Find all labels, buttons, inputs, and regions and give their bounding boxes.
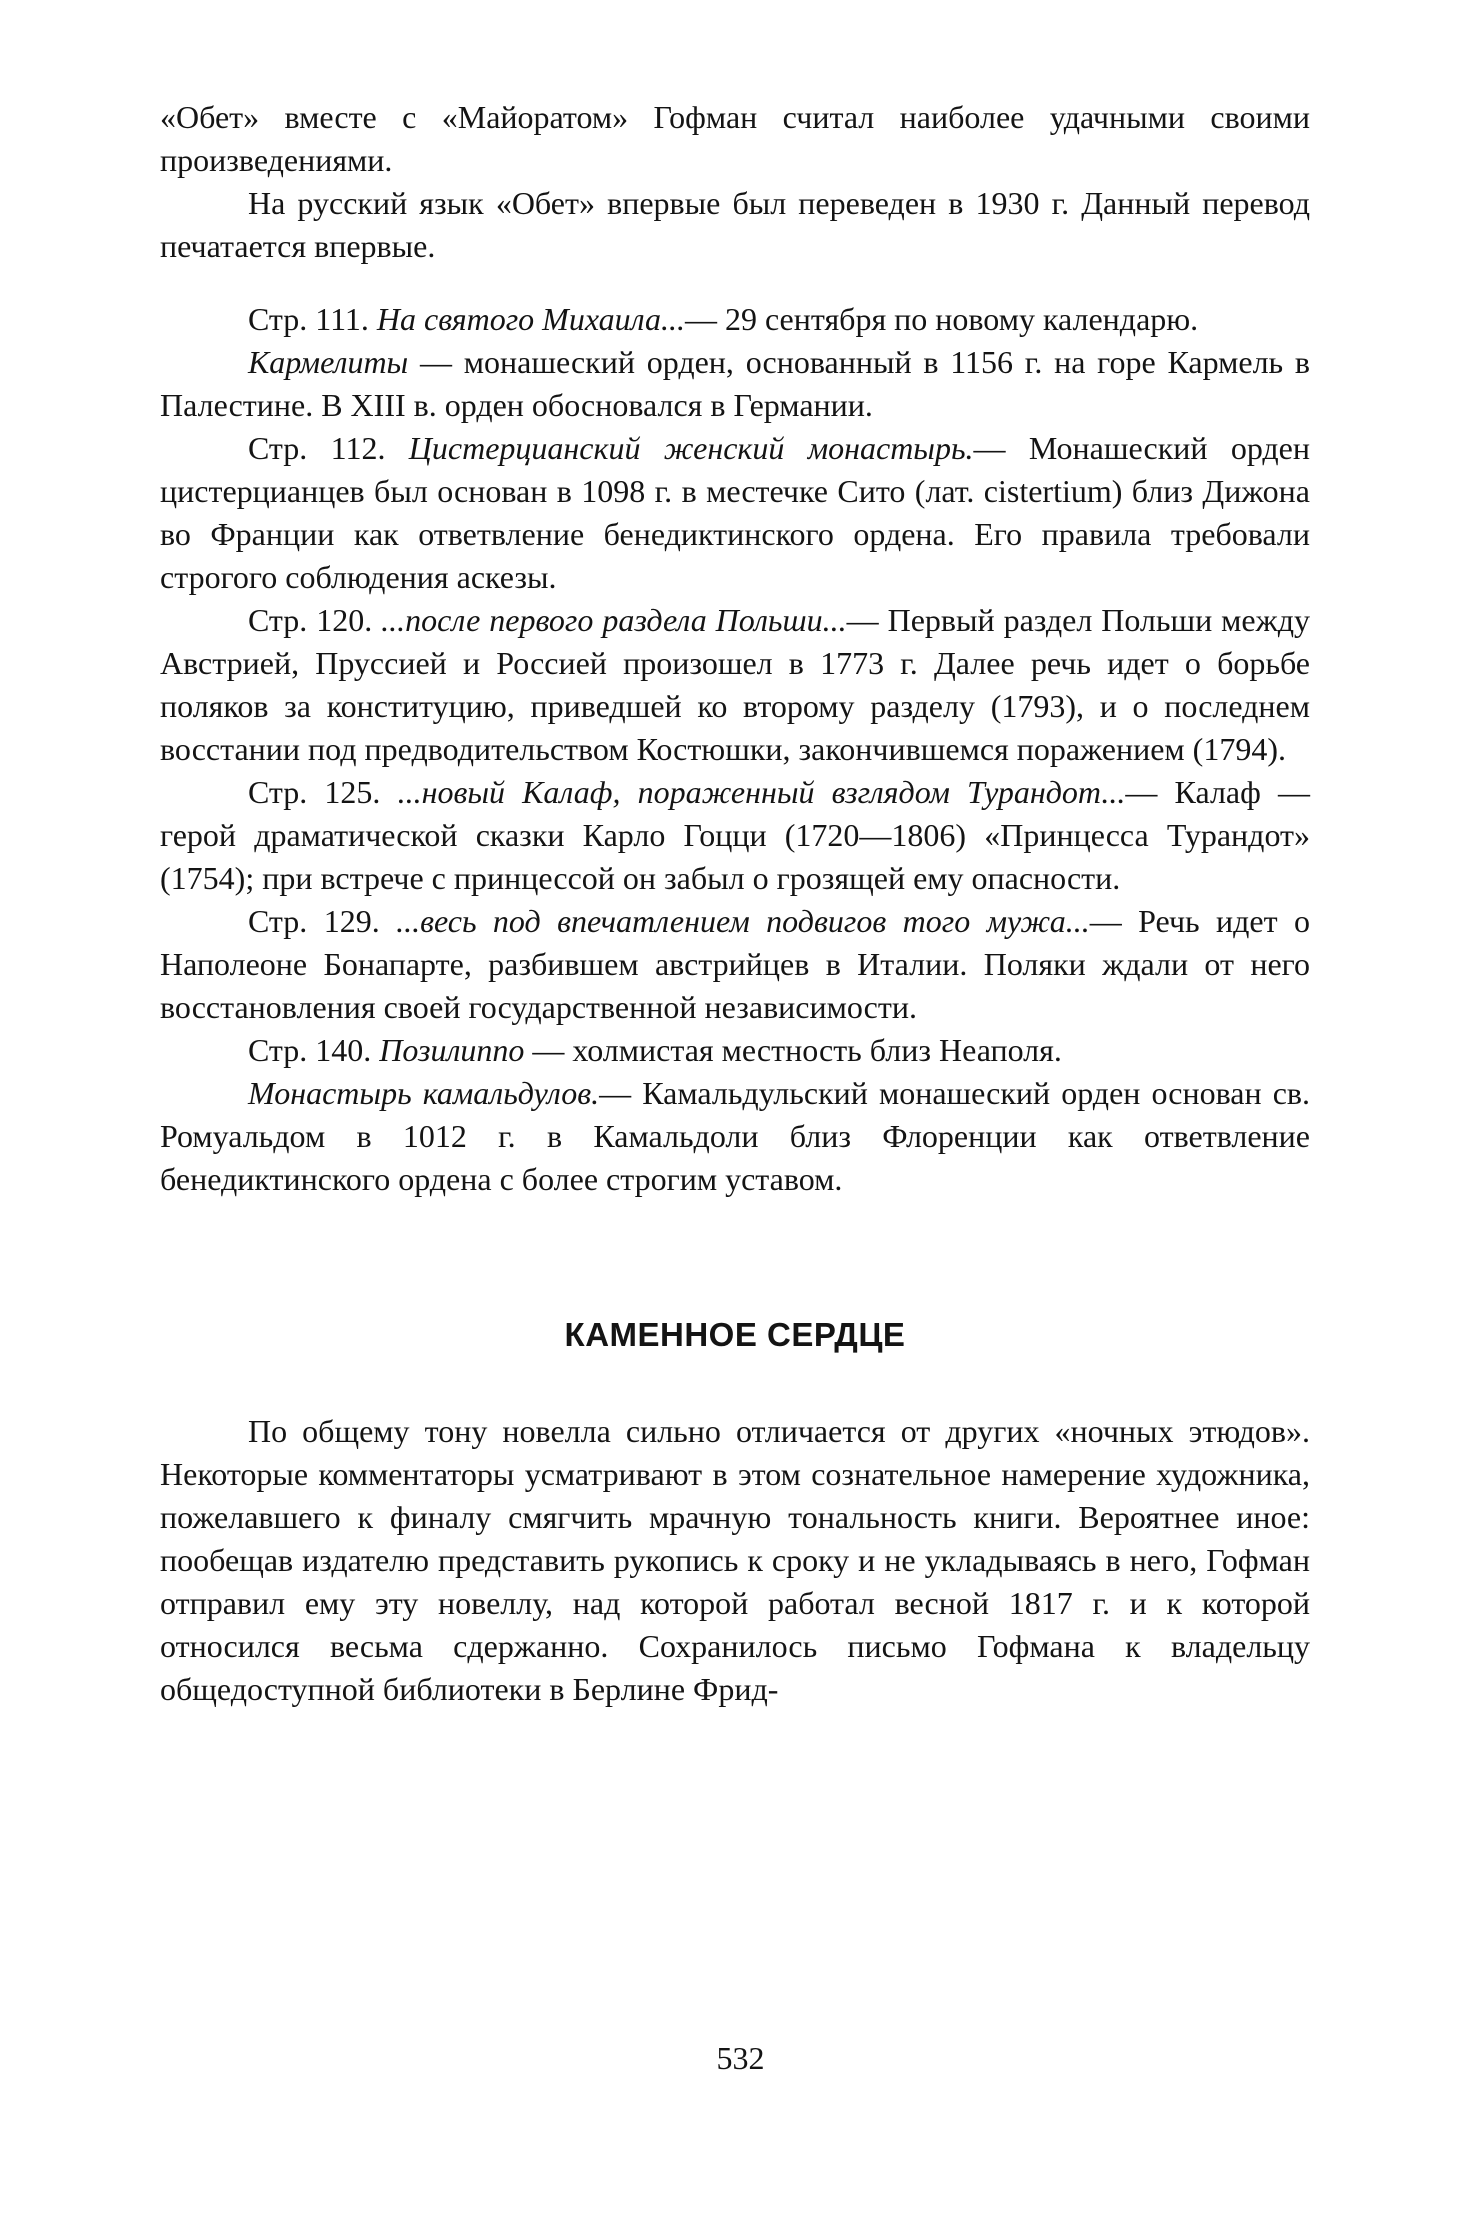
notes-list bbox=[160, 298, 1310, 1201]
note-ref: Стр. 111. bbox=[248, 301, 377, 337]
note-item bbox=[160, 427, 1310, 599]
page-number: 532 bbox=[716, 2040, 765, 2076]
note-item bbox=[160, 1072, 1310, 1201]
note-lead: Позилиппо bbox=[379, 1032, 525, 1068]
note-body: — Калаф — герой драматической сказки Карло Гоцци (1720—1806) «Принцесса Турандот» (1754); при встрече с принцессой он забыл о грозящей ему опасности. bbox=[160, 774, 1310, 896]
note-lead: Монастырь камальдулов. bbox=[248, 1075, 600, 1111]
note-item bbox=[160, 900, 1310, 1029]
note-lead: Кармелиты bbox=[248, 344, 409, 380]
note-item bbox=[160, 1029, 1310, 1072]
note-item bbox=[160, 771, 1310, 900]
note-lead: ...новый Калаф, пораженный взглядом Турандот... bbox=[397, 774, 1126, 810]
note-lead: На святого Михаила... bbox=[376, 301, 685, 337]
intro-paragraph-1: «Обет» вместе с «Майоратом» Гофман считал наиболее удачными своими произведениями. bbox=[160, 99, 1310, 178]
note-item bbox=[160, 341, 1310, 427]
page-content bbox=[160, 96, 1310, 1711]
note-body: — холмистая местность близ Неаполя. bbox=[524, 1032, 1062, 1068]
note-body: — Камальдульский монашеский орден основан св. Ромуальдом в 1012 г. в Камальдоли близ Флоренции как ответвление бенедиктинского ордена с более строгим уставом. bbox=[160, 1075, 1311, 1197]
note-ref: Стр. 120. bbox=[248, 602, 382, 638]
note-lead: ...весь под впечатлением подвигов того мужа... bbox=[396, 903, 1090, 939]
note-ref: Стр. 125. bbox=[248, 774, 398, 810]
intro-paragraph-2: На русский язык «Обет» впервые был переведен в 1930 г. Данный перевод печатается впервые. bbox=[160, 185, 1310, 264]
note-body: — монашеский орден, основанный в 1156 г. на горе Кармель в Палестине. В XIII в. орден обосновался в Германии. bbox=[160, 344, 1310, 423]
note-body: — Первый раздел Польши между Австрией, Пруссией и Россией произошел в 1773 г. Далее речь идет о борьбе поляков за конституцию, приведшей ко второму разделу (1793), и о последнем восстании под предводительством Костюшки, закончившемся поражением (1794). bbox=[160, 602, 1311, 767]
note-item bbox=[160, 298, 1310, 341]
section-heading: КАМЕННОЕ СЕРДЦЕ bbox=[564, 1316, 906, 1353]
note-ref: Стр. 112. bbox=[248, 430, 409, 466]
note-ref: Стр. 140. bbox=[248, 1032, 380, 1068]
note-lead: Цистерцианский женский монастырь. bbox=[408, 430, 974, 466]
section-body: По общему тону новелла сильно отличается от других «ночных этюдов». Некоторые комментаторы усматривают в этом сознательное намерение художника, пожелавшего к финалу смягчить мрачную тональность книги. Вероятнее иное: пообещав издателю представить рукопись к сроку и не укладываясь в него, Гофман отправил ему эту новеллу, над которой работал весной 1817 г. и к которой относился весьма сдержанно. Сохранилось письмо Гофмана к владельцу общедоступной библиотеки в Берлине Фрид- bbox=[160, 1413, 1310, 1707]
note-body: — Речь идет о Наполеоне Бонапарте, разбившем австрийцев в Италии. Поляки ждали от него восстановления своей государственной независимости. bbox=[160, 903, 1311, 1025]
note-lead: ...после первого раздела Польши... bbox=[381, 602, 847, 638]
note-item bbox=[160, 599, 1310, 771]
note-body: — Монашеский орден цистерцианцев был основан в 1098 г. в местечке Сито (лат. cistertium) близ Дижона во Франции как ответвление бенедиктинского ордена. Его правила требовали строгого соблюдения аскезы. bbox=[160, 430, 1310, 595]
note-ref: Стр. 129. bbox=[248, 903, 397, 939]
note-body: — 29 сентября по новому календарю. bbox=[684, 301, 1199, 337]
